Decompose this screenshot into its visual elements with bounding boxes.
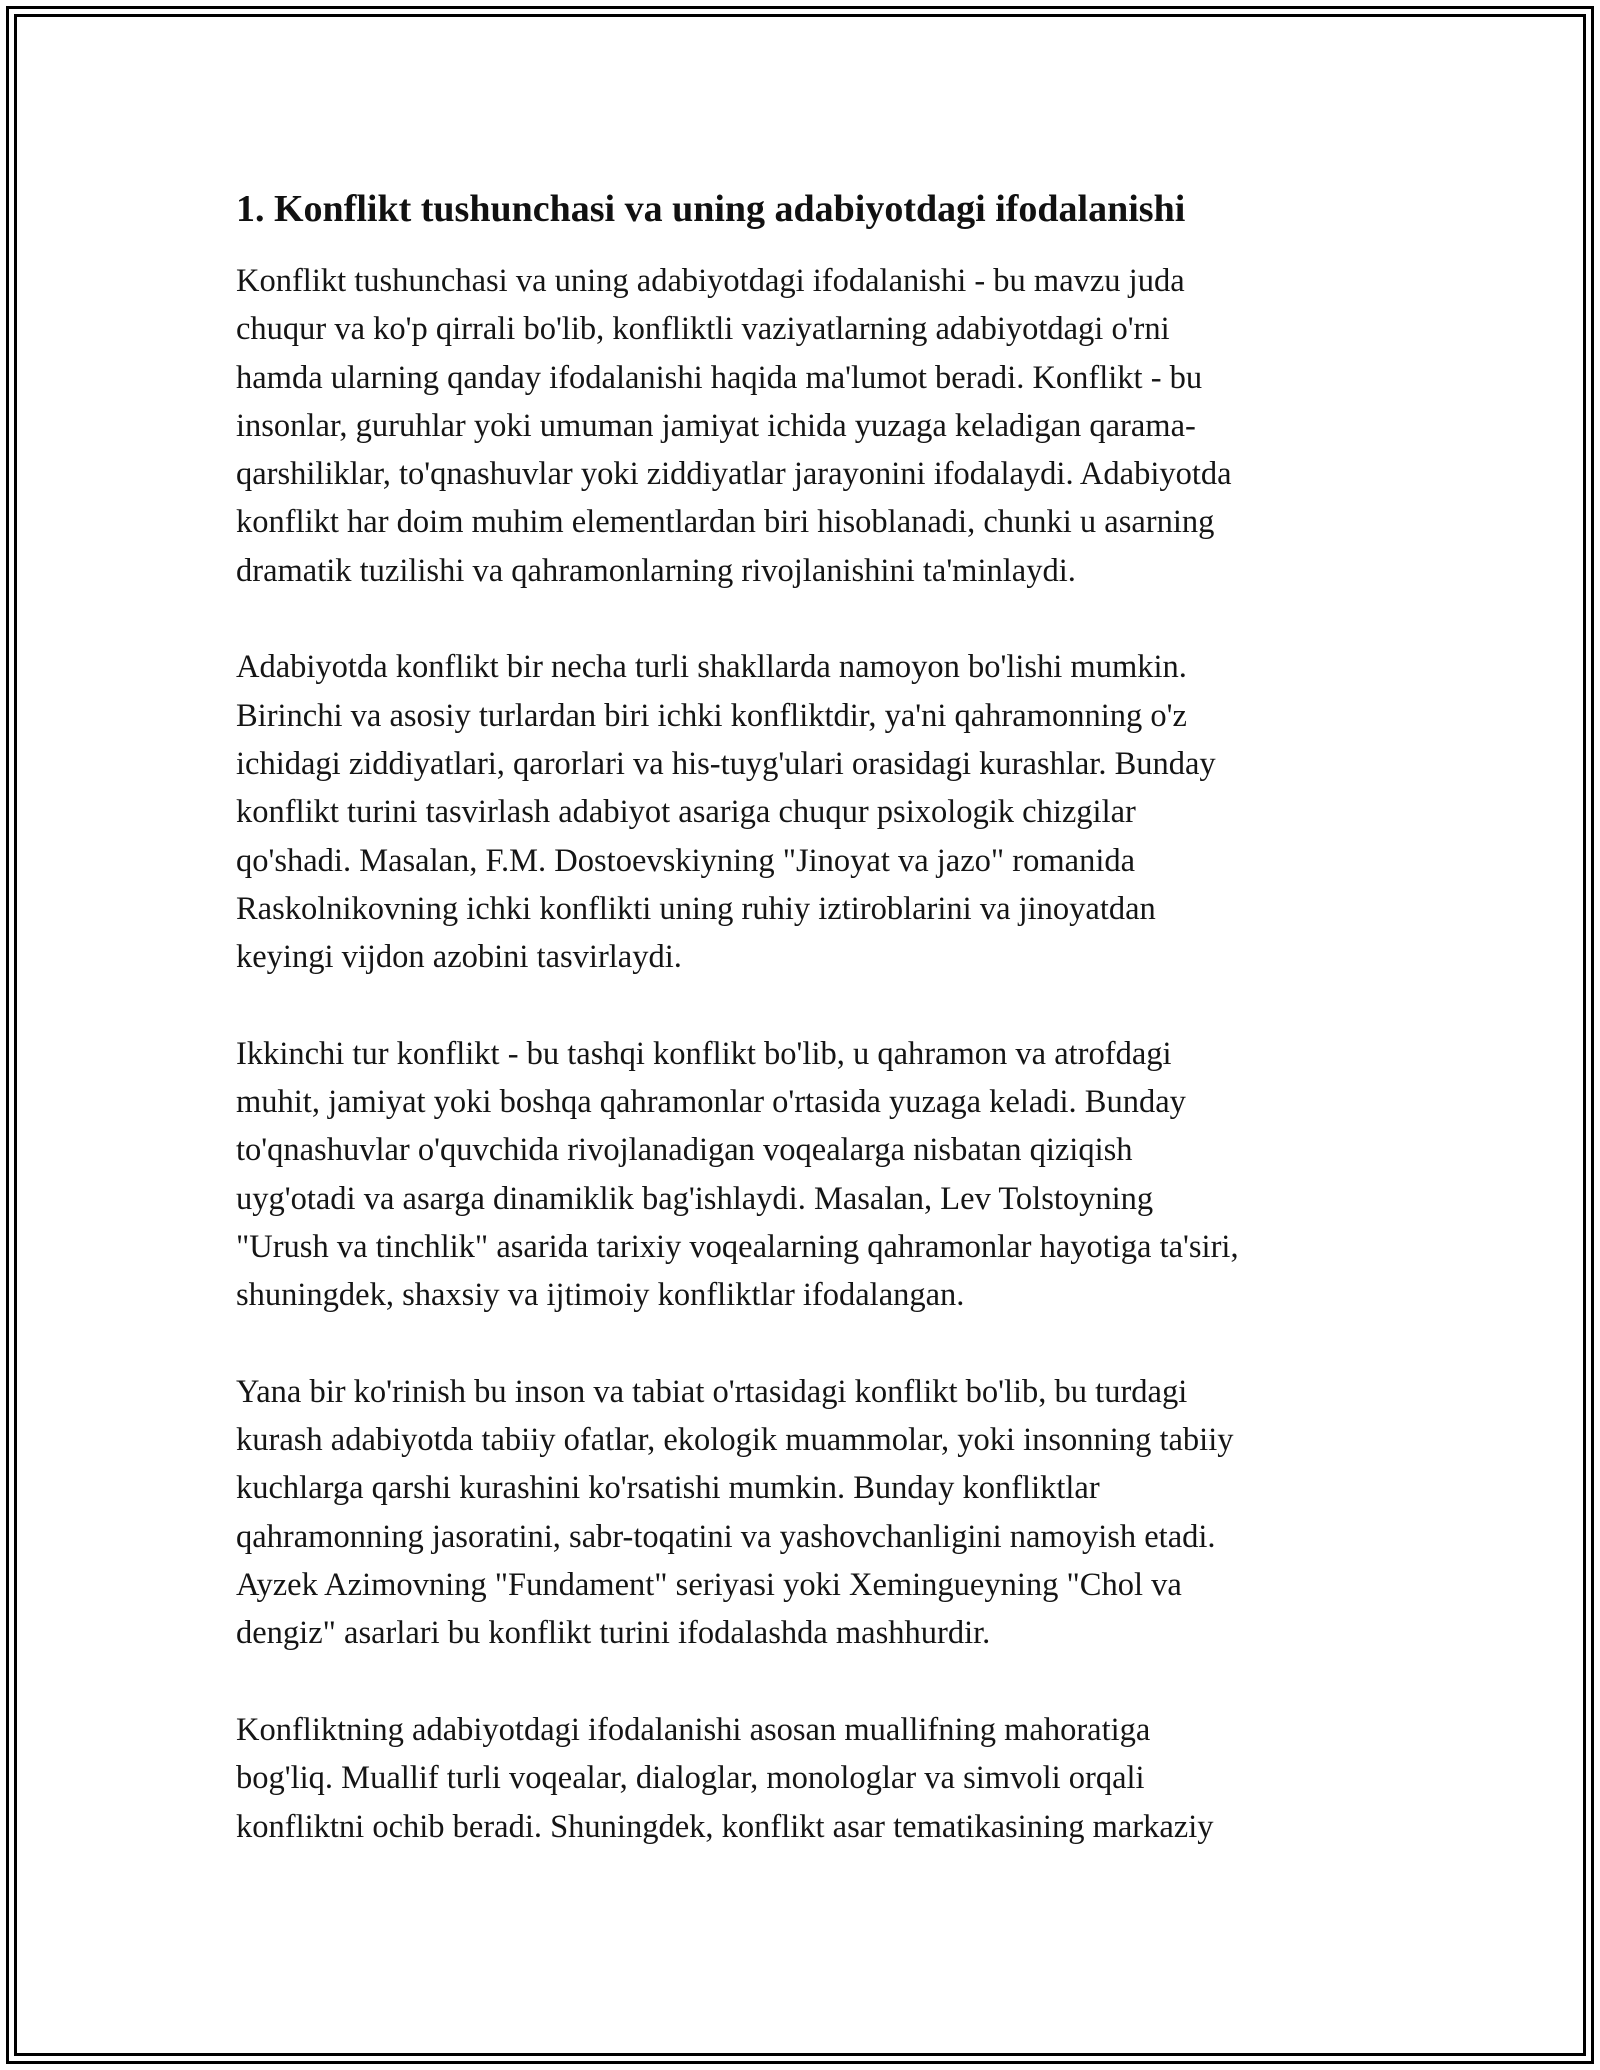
paragraph-line: keyingi vijdon azobini tasvirlaydi.	[236, 939, 682, 976]
paragraph-line: shuningdek, shaxsiy va ijtimoiy konfliktlar ifodalangan.	[236, 1277, 965, 1314]
body-paragraph	[236, 1368, 1376, 1658]
paragraph-line: qarshiliklar, to'qnashuvlar yoki ziddiyatlar jarayonini ifodalaydi. Adabiyotda	[236, 456, 1232, 493]
paragraph-line: kuchlarga qarshi kurashini ko'rsatishi mumkin. Bunday konfliktlar	[236, 1470, 1100, 1507]
paragraph-line: chuqur va ko'p qirrali bo'lib, konfliktli vaziyatlarning adabiyotdagi o'rni	[236, 311, 1170, 348]
paragraph-line: Adabiyotda konflikt bir necha turli shakllarda namoyon bo'lishi mumkin.	[236, 649, 1187, 686]
paragraph-line: insonlar, guruhlar yoki umuman jamiyat ichida yuzaga keladigan qarama-	[236, 407, 1196, 444]
paragraph-line: Yana bir ko'rinish bu inson va tabiat o'rtasidagi konflikt bo'lib, bu turdagi	[236, 1373, 1188, 1410]
paragraph-line: ichidagi ziddiyatlari, qarorlari va his-tuyg'ulari orasidagi kurashlar. Bunday	[236, 745, 1216, 782]
paragraph-line: bog'liq. Muallif turli voqealar, dialoglar, monologlar va simvoli orqali	[236, 1760, 1145, 1797]
paragraphs-container	[236, 257, 1376, 1851]
paragraph-line: konfliktni ochib beradi. Shuningdek, konflikt asar tematikasining markaziy	[236, 1808, 1214, 1845]
paragraph-line: kurash adabiyotda tabiiy ofatlar, ekologik muammolar, yoki insonning tabiiy	[236, 1422, 1234, 1459]
paragraph-line: "Urush va tinchlik" asarida tarixiy voqealarning qahramonlar hayotiga ta'siri,	[236, 1228, 1239, 1265]
paragraph-line: muhit, jamiyat yoki boshqa qahramonlar o'rtasida yuzaga keladi. Bunday	[236, 1084, 1186, 1121]
paragraph-line: to'qnashuvlar o'quvchida rivojlanadigan voqealarga nisbatan qiziqish	[236, 1132, 1133, 1169]
paragraph-line: hamda ularning qanday ifodalanishi haqida ma'lumot beradi. Konflikt - bu	[236, 359, 1203, 396]
paragraph-line: Birinchi va asosiy turlardan biri ichki konfliktdir, ya'ni qahramonning o'z	[236, 697, 1187, 734]
paragraph-line: Ayzek Azimovning "Fundament" seriyasi yoki Xemingueyning "Chol va	[236, 1567, 1182, 1604]
paragraph-line: dramatik tuzilishi va qahramonlarning rivojlanishini ta'minlaydi.	[236, 552, 1076, 589]
paragraph-line: uyg'otadi va asarga dinamiklik bag'ishlaydi. Masalan, Lev Tolstoyning	[236, 1180, 1154, 1217]
paragraph-line: konflikt har doim muhim elementlardan biri hisoblanadi, chunki u asarning	[236, 504, 1215, 541]
paragraph-line: Ikkinchi tur konflikt - bu tashqi konflikt bo'lib, u qahramon va atrofdagi	[236, 1035, 1172, 1072]
body-paragraph	[236, 257, 1376, 595]
body-paragraph	[236, 1706, 1376, 1851]
paragraph-line: Konfliktning adabiyotdagi ifodalanishi asosan muallifning mahoratiga	[236, 1711, 1151, 1748]
body-paragraph	[236, 643, 1376, 981]
paragraph-line: qo'shadi. Masalan, F.M. Dostoevskiyning "Jinoyat va jazo" romanida	[236, 842, 1136, 879]
body-paragraph	[236, 1030, 1376, 1320]
paragraph-line: qahramonning jasoratini, sabr-toqatini va yashovchanligini namoyish etadi.	[236, 1518, 1216, 1555]
paragraph-line: Konflikt tushunchasi va uning adabiyotdagi ifodalanishi - bu mavzu juda	[236, 263, 1185, 299]
paragraph-line: dengiz" asarlari bu konflikt turini ifodalashda mashhurdir.	[236, 1615, 991, 1652]
document-body	[236, 185, 1376, 1899]
section-heading: 1. Konflikt tushunchasi va uning adabiyotdagi ifodalanishi	[236, 188, 1186, 230]
paragraph-line: Raskolnikovning ichki konflikti uning ruhiy iztiroblarini va jinoyatdan	[236, 890, 1156, 927]
paragraph-line: konflikt turini tasvirlash adabiyot asariga chuqur psixologik chizgilar	[236, 794, 1136, 831]
